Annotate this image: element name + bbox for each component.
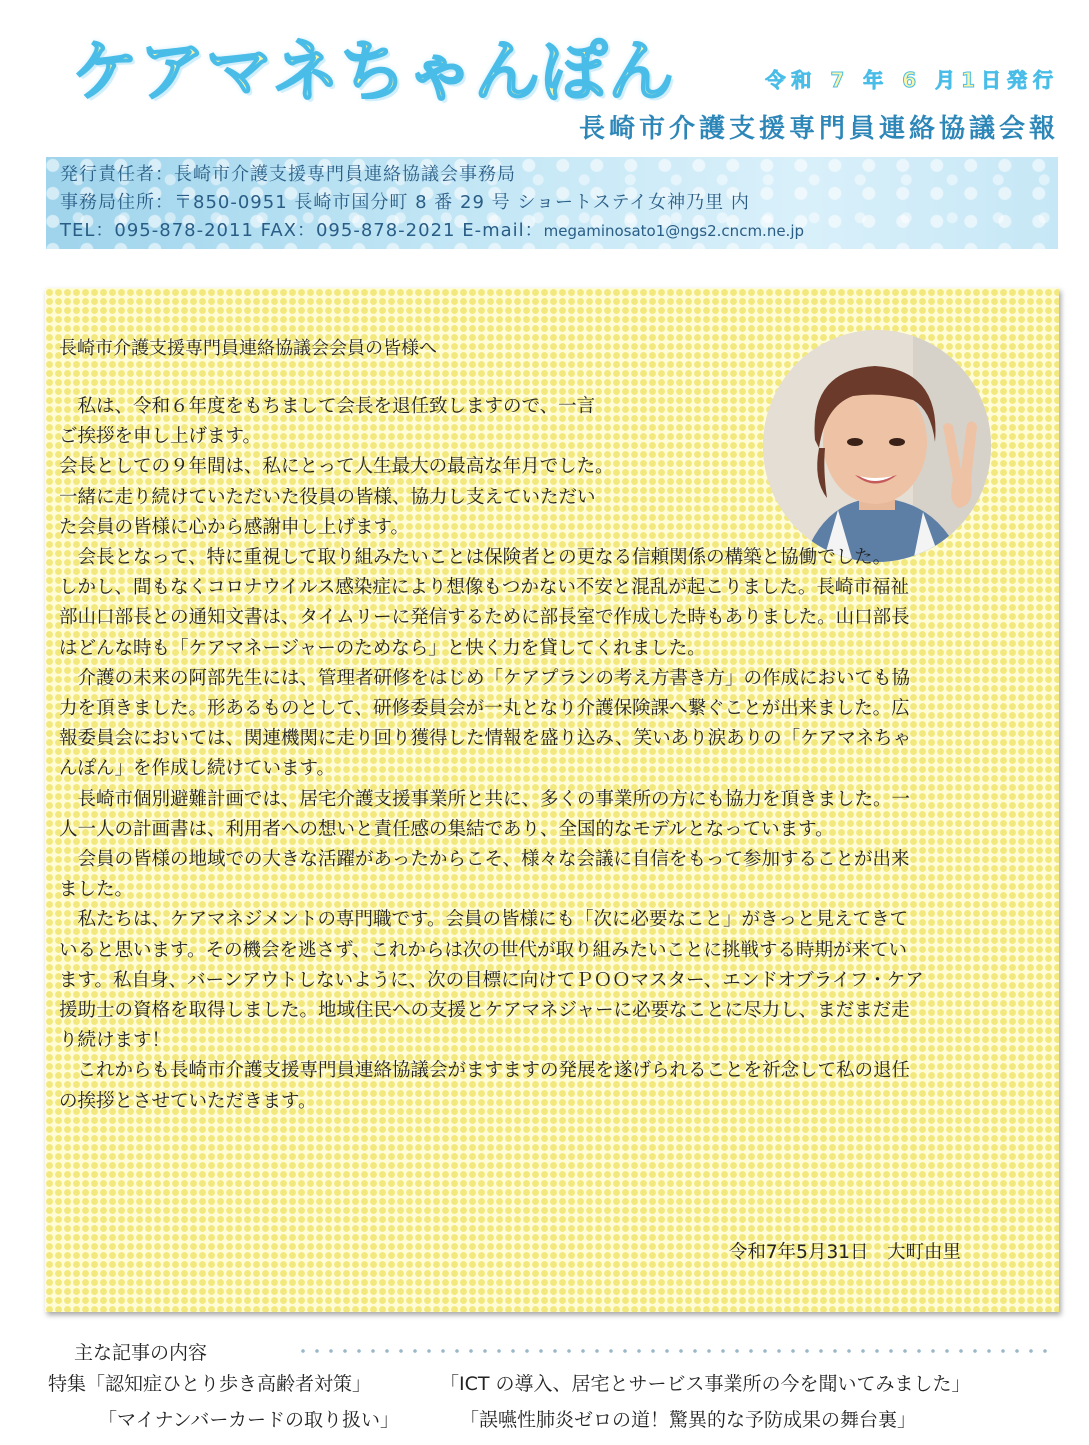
letter-line: 力を頂きました。形あるものとして、研修委員会が一丸となり介護保険課へ繋ぐことが出来ました。広 <box>59 698 910 720</box>
publisher-contact <box>60 217 1044 245</box>
contact-email[interactable]: megaminosato1@ngs2.cncm.ne.jp <box>543 222 805 240</box>
contact-phone-fax: TEL：095-878-2011 FAX：095-878-2021 E-mail： <box>60 220 544 241</box>
publisher-address: 事務局住所：〒850-0951 長崎市国分町 8 番 29 号 ショートステイ女神乃里 内 <box>60 192 750 213</box>
letter-line: ます。私自身、バーンアウトしないように、次の目標に向けてＰＯＯマスター、エンドオブライフ・ケア <box>59 969 924 991</box>
article-title: 「ICT の導入、居宅とサービス事業所の今を聞いてみました」 <box>440 1373 971 1395</box>
letter-line: はどんな時も「ケアマネージャーのためなら」と快く力を貸してくれました。 <box>59 637 706 659</box>
letter-line: 私は、令和６年度をもちまして会長を退任致しますので、一言 <box>59 396 596 417</box>
article-title: 「マイナンバーカードの取り扱い」 <box>98 1409 399 1431</box>
issue-date: 令和 7 年 6 月1日発行 <box>765 68 1059 92</box>
letter-line: の挨拶とさせていただきます。 <box>59 1090 317 1112</box>
letter-line: り続けます！ <box>59 1030 171 1052</box>
letter-line: しかし、間もなくコロナウイルス感染症により想像もつかない不安と混乱が起こりました。長崎市福祉 <box>59 577 909 599</box>
letter-signature: 令和7年5月31日 大町由里 <box>728 1242 961 1263</box>
dotted-divider <box>296 1348 1056 1354</box>
letter-panel <box>45 288 1059 1312</box>
letter-line: 会長としての９年間は、私にとって人生最大の最高な年月でした。 <box>59 456 614 478</box>
letter-line: んぽん」を作成し続けています。 <box>59 758 336 780</box>
newsletter-title: ケアマネちゃんぽん <box>72 33 675 110</box>
article-title: 「誤嚥性肺炎ゼロの道！驚異的な予防成果の舞台裏」 <box>460 1409 917 1431</box>
letter-line: 長崎市個別避難計画では、居宅介護支援事業所と共に、多くの事業所の方にも協力を頂きました。一 <box>59 788 911 810</box>
letter-line: 部山口部長との通知文書は、タイムリーに発信するために部長室で作成した時もありました。山口部長 <box>59 607 910 629</box>
letter-line: いると思います。その機会を逃さず、これからは次の世代が取り組みたいことに挑戦する時期が来てい <box>59 939 908 961</box>
letter-line: ご挨拶を申し上げます。 <box>59 426 262 448</box>
letter-line: た会員の皆様に心から感謝申し上げます。 <box>59 516 410 538</box>
letter-line: 報委員会においては、関連機関に走り回り獲得した情報を盛り込み、笑いあり涙ありの「ケアマネちゃ <box>59 728 912 750</box>
letter-body <box>59 392 1049 1117</box>
organization-name: 長崎市介護支援専門員連絡協議会報 <box>578 114 1059 144</box>
letter-line: ました。 <box>59 879 134 901</box>
letter-line: 援助士の資格を取得しました。地域住民への支援とケアマネジャーに必要なことに尽力し、まだまだ走 <box>59 1000 910 1022</box>
publisher-info-box <box>46 157 1058 249</box>
letter-line: 会長となって、特に重視して取り組みたいことは保険者との更なる信頼関係の構築と協働でした。 <box>59 547 892 569</box>
letter-line: 一緒に走り続けていただいた役員の皆様、協力し支えていただい <box>59 486 596 508</box>
letter-line: 私たちは、ケアマネジメントの専門職です。会員の皆様にも「次に必要なこと」がきっと見えてきて <box>59 909 908 931</box>
article-title: 特集「認知症ひとり歩き高齢者対策」 <box>48 1373 372 1395</box>
letter-line: 介護の未来の阿部先生には、管理者研修をはじめ「ケアプランの考え方書き方」の作成においても協 <box>59 667 911 689</box>
letter-line: 人一人の計画書は、利用者への想いと責任感の集結であり、全国的なモデルとなっています。 <box>59 818 834 840</box>
letter-salutation: 長崎市介護支援専門員連絡協議会会員の皆様へ <box>59 338 437 359</box>
letter-line: これからも長崎市介護支援専門員連絡協議会がますますの発展を遂げられることを祈念して私の退任 <box>59 1060 911 1082</box>
letter-line: 会員の皆様の地域での大きな活躍があったからこそ、様々な会議に自信をもって参加することが出来 <box>59 849 910 871</box>
publisher-responsible: 発行責任者：長崎市介護支援専門員連絡協議会事務局 <box>60 164 516 185</box>
contents-heading: 主な記事の内容 <box>74 1342 208 1364</box>
